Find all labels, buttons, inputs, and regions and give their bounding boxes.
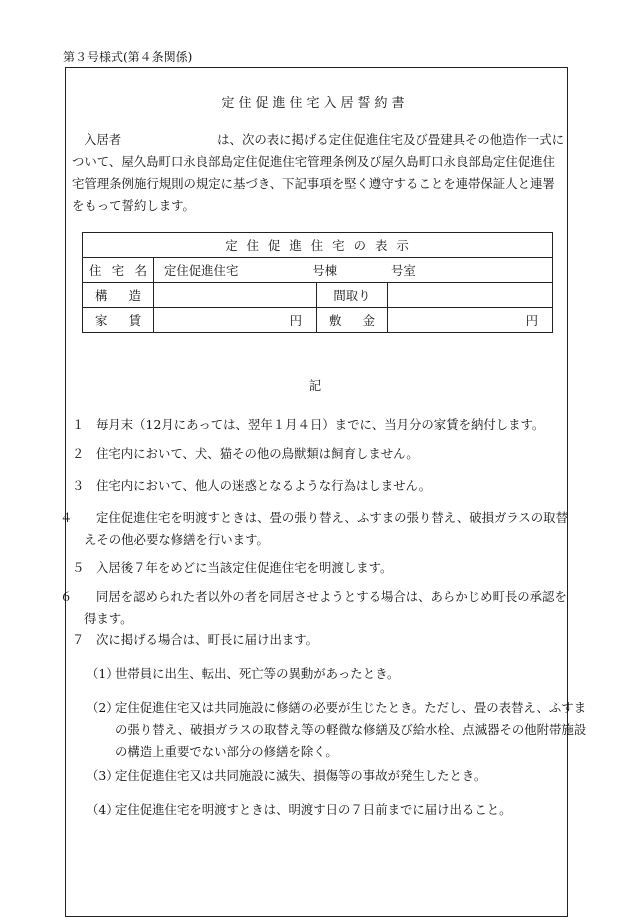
list-item: ２ 住宅内において、犬、猫その他の鳥獣類は飼育しません。 (72, 446, 419, 461)
rent-value[interactable] (154, 308, 317, 333)
form-number: 第３号様式(第４条関係) (63, 50, 193, 64)
layout-label: 間取り (317, 283, 388, 308)
list-item: ３ 住宅内において、他人の迷惑となるような行為はしません。 (72, 478, 432, 493)
ki-heading: 記 (308, 378, 322, 393)
rent-unit: 円 (289, 313, 302, 328)
house-name-label: 住 宅 名 (83, 258, 154, 283)
list-item: ６ 同居を認められた者以外の者を同居させようとする場合は、あらかじめ町長の承認を得ます。 (60, 589, 567, 626)
house-name-text: 定住促進住宅 (164, 263, 239, 278)
house-info-table (82, 232, 553, 333)
list-item: ４ 定住促進住宅を明渡すときは、畳の張り替え、ふすまの張り替え、破損ガラスの取替えその他必要な修繕を行います。 (60, 510, 568, 547)
layout-value[interactable] (388, 283, 553, 308)
list-item: ５ 入居後７年をめどに当該定住促進住宅を明渡します。 (72, 560, 393, 575)
table-header: 定住促進住宅の表示 (83, 233, 553, 258)
structure-value[interactable] (154, 283, 317, 308)
intro-paragraph (72, 129, 565, 217)
deposit-unit: 円 (525, 313, 538, 328)
house-name-value[interactable] (154, 258, 553, 283)
structure-label: 構 造 (83, 283, 154, 308)
list-item: １ 毎月末（12月にあっては、翌年１月４日）までに、当月分の家賃を納付します。 (72, 417, 545, 432)
sub-list-item: （4）定住促進住宅を明渡すときは、明渡す日の７日前までに届け出ること。 (86, 802, 512, 817)
sub-list-item: （2）定住促進住宅又は共同施設に修繕の必要が生じたとき。ただし、畳の表替え、ふすまの張り替え、破損ガラスの取替え等の軽微な修繕及び給水栓、点滅器その他附帯施設の構造上重要でない部分の修繕を除く。 (86, 700, 587, 759)
building-suffix: 号棟 (312, 263, 338, 278)
room-suffix: 号室 (391, 263, 416, 278)
intro-prefix: 入居者 (84, 132, 122, 147)
sub-list-item: （1）世帯員に出生、転出、死亡等の異動があったとき。 (86, 666, 400, 681)
rent-label: 家 賃 (83, 308, 154, 333)
intro-text: は、次の表に掲げる定住促進住宅及び畳建具その他造作一式について、屋久島町口永良部島定住促進住宅管理条例及び屋久島町口永良部島定住促進住宅管理条例施行規則の規定に基づき、下記事項を堅く遵守することを連帯保証人と連署をもって誓約します。 (72, 132, 565, 213)
document-title: 定住促進住宅入居誓約書 (221, 96, 409, 111)
deposit-label: 敷 金 (317, 308, 388, 333)
sub-list-item: （3）定住促進住宅又は共同施設に滅失、損傷等の事故が発生したとき。 (86, 768, 487, 783)
deposit-value[interactable] (388, 308, 553, 333)
list-item: ７ 次に掲げる場合は、町長に届け出ます。 (72, 632, 319, 647)
